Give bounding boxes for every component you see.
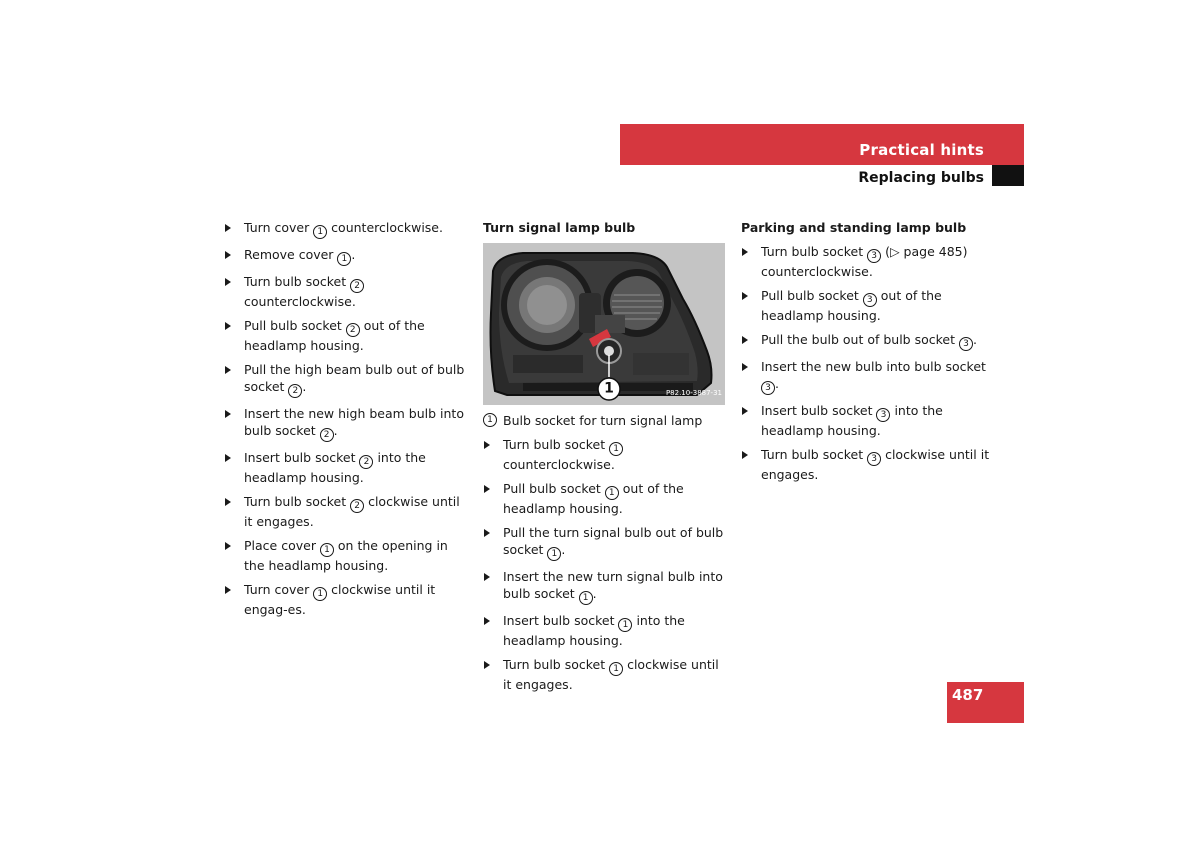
step-text: clockwise until it engages. <box>503 657 719 692</box>
callout-number: 3 <box>876 408 890 422</box>
bullet-arrow-icon <box>225 410 231 418</box>
bullet-arrow-icon <box>484 617 490 625</box>
header-marker <box>992 165 1024 186</box>
caption-text: Bulb socket for turn signal lamp <box>503 413 703 428</box>
step-text: counterclockwise. <box>327 220 443 235</box>
step-text: counterclockwise. <box>503 457 615 472</box>
bullet-arrow-icon <box>742 248 748 256</box>
callout-number: 2 <box>288 384 302 398</box>
callout-number: 1 <box>547 547 561 561</box>
callout-number: 3 <box>867 249 881 263</box>
step-text: . <box>972 332 977 347</box>
callout-number: 2 <box>350 499 364 513</box>
step-text: out of the headlamp housing. <box>503 481 684 516</box>
figure-caption <box>483 412 731 429</box>
step-text: Insert the new high beam bulb into bulb socket <box>244 406 464 438</box>
bullet-arrow-icon <box>484 573 490 581</box>
callout-number: 1 <box>337 252 351 266</box>
bullet-arrow-icon <box>484 485 490 493</box>
step-text: Pull the turn signal bulb out of bulb socket <box>503 525 724 557</box>
bullet-arrow-icon <box>742 451 748 459</box>
instruction-step <box>483 524 731 561</box>
bullet-arrow-icon <box>225 454 231 462</box>
step-text: Insert bulb socket <box>503 613 619 628</box>
instruction-step <box>224 405 472 442</box>
callout-number: 2 <box>346 323 360 337</box>
step-text: Turn cover <box>244 220 314 235</box>
step-text: out of the headlamp housing. <box>244 318 425 353</box>
turn-signal-heading: Turn signal lamp bulb <box>483 220 636 235</box>
step-text: Turn bulb socket <box>244 274 351 289</box>
step-text: Insert the new bulb into bulb socket <box>761 359 986 374</box>
callout-number: 3 <box>761 381 775 395</box>
instruction-step <box>741 243 991 280</box>
callout-number: 3 <box>959 337 973 351</box>
instruction-step <box>224 273 472 310</box>
callout-number: 1 <box>483 413 497 427</box>
instruction-step <box>224 449 472 486</box>
callout-number: 3 <box>863 293 877 307</box>
step-text: on the opening in the headlamp housing. <box>244 538 448 573</box>
step-text: Turn bulb socket <box>761 447 868 462</box>
callout-number: 2 <box>350 279 364 293</box>
section-title: Practical hints <box>859 141 984 159</box>
callout-number: 2 <box>320 428 334 442</box>
instruction-step <box>741 287 991 324</box>
bullet-arrow-icon <box>225 366 231 374</box>
callout-number: 1 <box>618 618 632 632</box>
column-cover-steps <box>224 219 472 625</box>
instruction-step <box>741 358 991 395</box>
step-text: Pull bulb socket <box>761 288 863 303</box>
step-text: Insert bulb socket <box>761 403 877 418</box>
step-text: Turn bulb socket <box>761 244 868 259</box>
steps-list <box>224 219 472 618</box>
step-text: . <box>333 423 338 438</box>
step-text: into the headlamp housing. <box>244 450 426 485</box>
step-text: Turn cover <box>244 582 314 597</box>
callout-number: 1 <box>579 591 593 605</box>
step-text: Place cover <box>244 538 320 553</box>
step-text: Pull the high beam bulb out of bulb socket <box>244 362 465 394</box>
steps-list <box>741 243 991 483</box>
steps-list <box>483 436 731 693</box>
bullet-arrow-icon <box>742 407 748 415</box>
bullet-arrow-icon <box>742 363 748 371</box>
bullet-arrow-icon <box>742 336 748 344</box>
bullet-arrow-icon <box>225 542 231 550</box>
bullet-arrow-icon <box>484 661 490 669</box>
instruction-step <box>483 612 731 649</box>
bullet-arrow-icon <box>225 224 231 232</box>
step-text: Turn bulb socket <box>503 657 610 672</box>
instruction-step <box>483 568 731 605</box>
callout-number: 2 <box>359 455 373 469</box>
bullet-arrow-icon <box>225 322 231 330</box>
instruction-step <box>741 446 991 483</box>
step-text: into the headlamp housing. <box>503 613 685 648</box>
bullet-arrow-icon <box>225 498 231 506</box>
callout-number: 3 <box>867 452 881 466</box>
step-text: Turn bulb socket <box>503 437 610 452</box>
subsection-title: Replacing bulbs <box>858 170 984 186</box>
bullet-arrow-icon <box>225 278 231 286</box>
figure-callout: 1 <box>604 380 614 397</box>
instruction-step <box>741 331 991 351</box>
step-text: Pull bulb socket <box>503 481 605 496</box>
bullet-arrow-icon <box>225 586 231 594</box>
step-text: counterclockwise. <box>244 294 356 309</box>
column-parking-lamp <box>741 219 991 490</box>
instruction-step <box>224 219 472 239</box>
callout-number: 1 <box>320 543 334 557</box>
step-text: (▷ page 485) counterclockwise. <box>761 244 968 279</box>
instruction-step <box>224 581 472 618</box>
instruction-step <box>483 436 731 473</box>
step-text: Insert bulb socket <box>244 450 360 465</box>
instruction-step <box>483 656 731 693</box>
bullet-arrow-icon <box>484 441 490 449</box>
step-text: clockwise until it engages. <box>761 447 990 482</box>
parking-lamp-heading: Parking and standing lamp bulb <box>741 220 967 235</box>
instruction-step <box>224 493 472 530</box>
step-text: Turn bulb socket <box>244 494 351 509</box>
step-text: . <box>561 542 566 557</box>
step-text: . <box>302 379 307 394</box>
step-text: out of the headlamp housing. <box>761 288 942 323</box>
page-number: 487 <box>952 686 984 704</box>
instruction-step <box>224 317 472 354</box>
instruction-step <box>224 361 472 398</box>
step-text: . <box>351 247 356 262</box>
callout-number: 1 <box>609 662 623 676</box>
callout-number: 1 <box>313 587 327 601</box>
callout-number: 1 <box>609 442 623 456</box>
headlamp-figure <box>483 243 725 405</box>
bullet-arrow-icon <box>484 529 490 537</box>
step-text: clockwise until it engag-es. <box>244 582 436 617</box>
bullet-arrow-icon <box>742 292 748 300</box>
figure-code: P82.10-3887-31 <box>665 389 722 397</box>
step-text: into the headlamp housing. <box>761 403 943 438</box>
column-turn-signal <box>483 219 731 700</box>
bullet-arrow-icon <box>225 251 231 259</box>
instruction-step <box>224 246 472 266</box>
step-text: . <box>775 376 779 391</box>
step-text: Remove cover <box>244 247 338 262</box>
step-text: Pull bulb socket <box>244 318 346 333</box>
step-text: . <box>592 586 597 601</box>
step-text: clockwise until it engages. <box>244 494 460 529</box>
step-text: Pull the bulb out of bulb socket <box>761 332 959 347</box>
instruction-step <box>224 537 472 574</box>
instruction-step <box>741 402 991 439</box>
step-text: Insert the new turn signal bulb into bulb socket <box>503 569 723 601</box>
callout-number: 1 <box>605 486 619 500</box>
instruction-step <box>483 480 731 517</box>
callout-number: 1 <box>313 225 327 239</box>
